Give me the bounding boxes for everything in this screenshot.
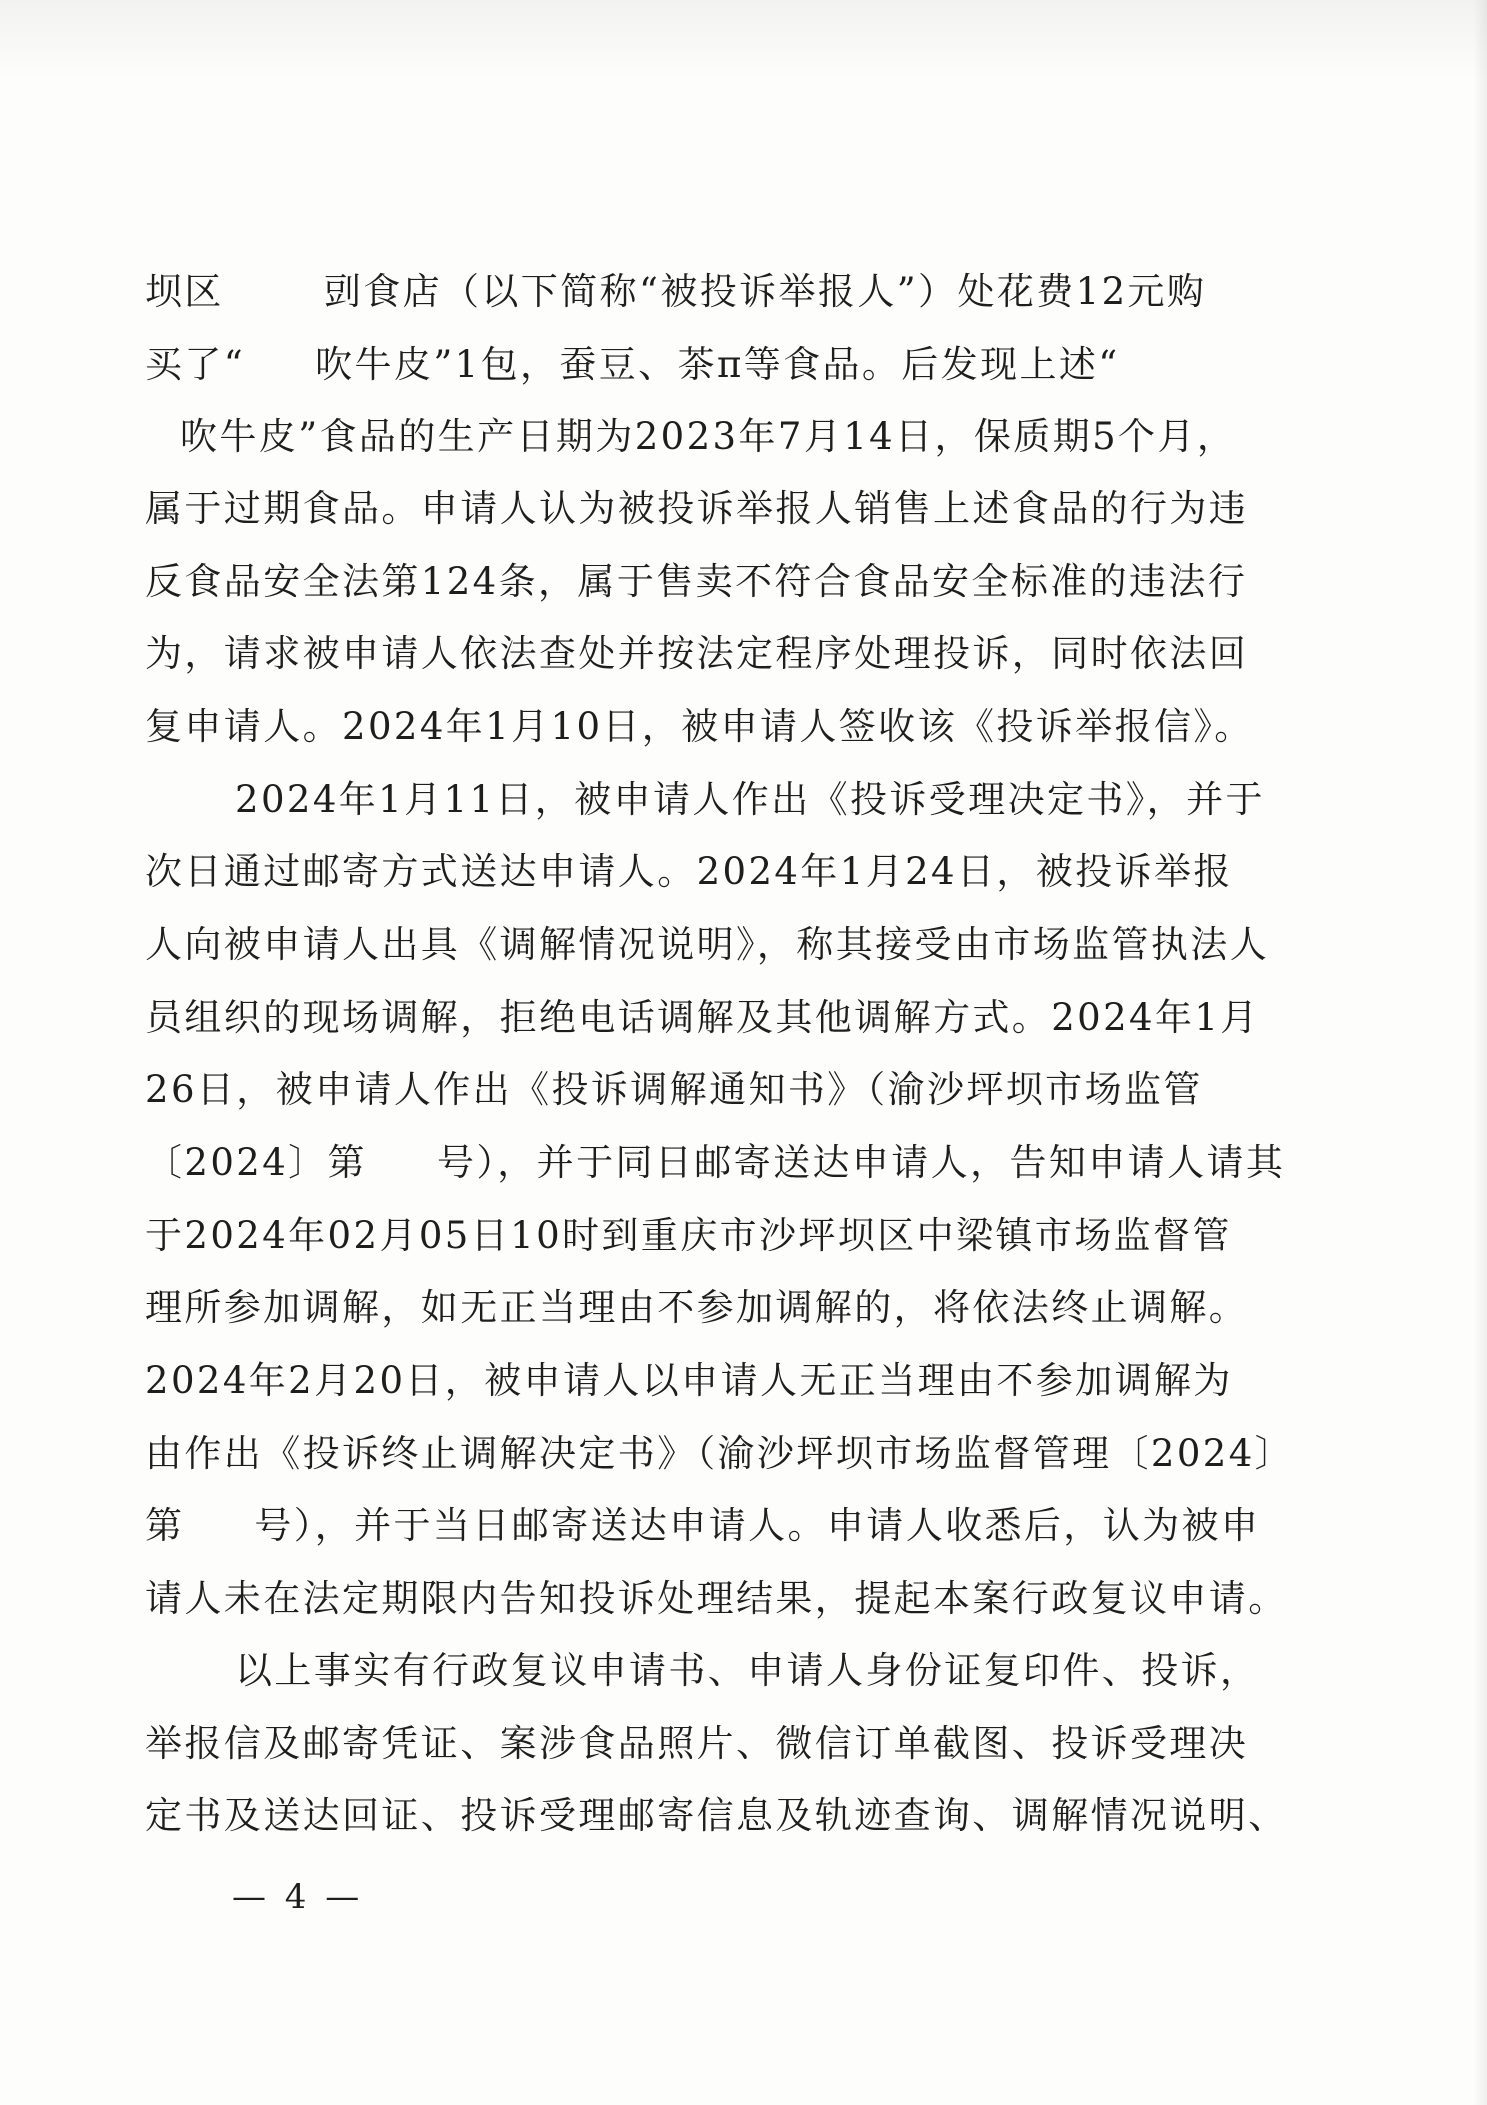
text-line-19: 请人未在法定期限内告知投诉处理结果，提起本案行政复议申请。 bbox=[145, 1577, 1288, 1620]
text-line-9: 次日通过邮寄方式送达申请人。2024年1月24日，被投诉举报 bbox=[145, 850, 1233, 893]
scan-shadow-right bbox=[1473, 0, 1487, 2105]
text-line-20: 以上事实有行政复议申请书、申请人身份证复印件、投诉， bbox=[235, 1649, 1260, 1692]
text-line-18: 第 号），并于当日邮寄送达申请人。申请人收悉后，认为被申 bbox=[145, 1504, 1261, 1547]
text-line-2: 买了“ 吹牛皮”1包，蚕豆、茶π等食品。后发现上述“ bbox=[145, 343, 1120, 386]
text-line-7: 复申请人。2024年1月10日，被申请人签收该《投诉举报信》。 bbox=[145, 705, 1254, 748]
text-line-12: 26日，被申请人作出《投诉调解通知书》（渝沙坪坝市场监管 bbox=[145, 1068, 1203, 1111]
text-line-14: 于2024年02月05日10时到重庆市沙坪坝区中梁镇市场监督管 bbox=[145, 1214, 1232, 1257]
text-line-15: 理所参加调解，如无正当理由不参加调解的，将依法终止调解。 bbox=[145, 1286, 1249, 1329]
text-line-3: 吹牛皮”食品的生产日期为2023年7月14日，保质期5个月， bbox=[180, 415, 1237, 458]
text-line-13: 〔2024〕第 号），并于同日邮寄送达申请人，告知申请人请其 bbox=[145, 1141, 1286, 1184]
scan-shadow-top bbox=[0, 0, 1487, 80]
text-line-11: 员组织的现场调解，拒绝电话调解及其他调解方式。2024年1月 bbox=[145, 996, 1260, 1039]
page-number: — 4 — bbox=[232, 1877, 364, 1917]
text-line-17: 由作出《投诉终止调解决定书》（渝沙坪坝市场监督管理〔2024〕 bbox=[145, 1432, 1295, 1475]
text-line-1: 坝区 剅食店（以下简称“被投诉举报人”）处花费12元购 bbox=[145, 270, 1207, 313]
text-line-4: 属于过期食品。申请人认为被投诉举报人销售上述食品的行为违 bbox=[145, 487, 1249, 530]
text-line-10: 人向被申请人出具《调解情况说明》，称其接受由市场监管执法人 bbox=[145, 923, 1270, 966]
text-line-6: 为，请求被申请人依法查处并按法定程序处理投诉，同时依法回 bbox=[145, 632, 1249, 675]
text-line-16: 2024年2月20日，被申请人以申请人无正当理由不参加调解为 bbox=[145, 1359, 1233, 1402]
text-line-21: 举报信及邮寄凭证、案涉食品照片、微信订单截图、投诉受理决 bbox=[145, 1722, 1249, 1765]
text-line-22: 定书及送达回证、投诉受理邮寄信息及轨迹查询、调解情况说明、 bbox=[145, 1794, 1288, 1837]
text-line-8: 2024年1月11日，被申请人作出《投诉受理决定书》，并于 bbox=[235, 778, 1265, 821]
text-line-5: 反食品安全法第124条，属于售卖不符合食品安全标准的违法行 bbox=[145, 560, 1248, 603]
